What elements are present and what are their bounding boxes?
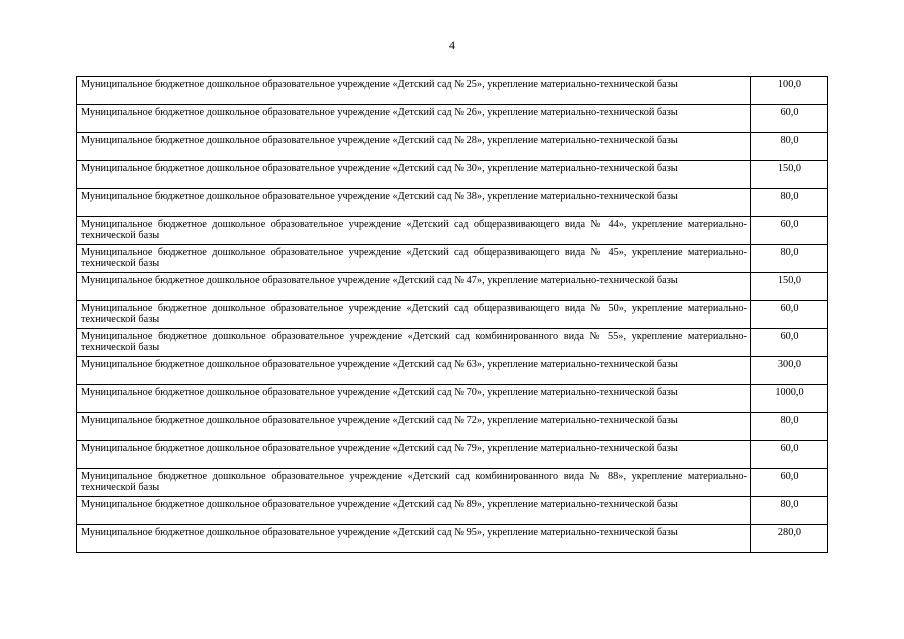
row-amount: 150,0 <box>751 273 828 301</box>
table-row <box>77 441 828 469</box>
budget-table <box>76 76 828 553</box>
row-description: Муниципальное бюджетное дошкольное образовательное учреждение «Детский сад № 26», укрепление материально-технической базы <box>77 105 751 133</box>
row-description: Муниципальное бюджетное дошкольное образовательное учреждение «Детский сад № 25», укрепление материально-технической базы <box>77 77 751 105</box>
row-description: Муниципальное бюджетное дошкольное образовательное учреждение «Детский сад № 30», укрепление материально-технической базы <box>77 161 751 189</box>
row-amount: 80,0 <box>751 497 828 525</box>
row-amount: 60,0 <box>751 217 828 245</box>
table-row <box>77 245 828 273</box>
row-description: Муниципальное бюджетное дошкольное образовательное учреждение «Детский сад общеразвивающего вида № 45», укрепление материально-технической базы <box>77 245 751 273</box>
row-amount: 280,0 <box>751 525 828 553</box>
row-description: Муниципальное бюджетное дошкольное образовательное учреждение «Детский сад комбинированного вида № 55», укрепление материально-технической базы <box>77 329 751 357</box>
row-description: Муниципальное бюджетное дошкольное образовательное учреждение «Детский сад общеразвивающего вида № 44», укрепление материально-технической базы <box>77 217 751 245</box>
table-row <box>77 217 828 245</box>
table-row <box>77 273 828 301</box>
table-row <box>77 525 828 553</box>
table-row <box>77 161 828 189</box>
row-description: Муниципальное бюджетное дошкольное образовательное учреждение «Детский сад № 38», укрепление материально-технической базы <box>77 189 751 217</box>
table-row <box>77 189 828 217</box>
row-amount: 80,0 <box>751 245 828 273</box>
row-amount: 100,0 <box>751 77 828 105</box>
row-description: Муниципальное бюджетное дошкольное образовательное учреждение «Детский сад № 70», укрепление материально-технической базы <box>77 385 751 413</box>
row-description: Муниципальное бюджетное дошкольное образовательное учреждение «Детский сад № 72», укрепление материально-технической базы <box>77 413 751 441</box>
table-row <box>77 385 828 413</box>
row-amount: 150,0 <box>751 161 828 189</box>
page-number: 4 <box>449 38 455 52</box>
row-description: Муниципальное бюджетное дошкольное образовательное учреждение «Детский сад № 47», укрепление материально-технической базы <box>77 273 751 301</box>
table-row <box>77 469 828 497</box>
row-description: Муниципальное бюджетное дошкольное образовательное учреждение «Детский сад № 28», укрепление материально-технической базы <box>77 133 751 161</box>
budget-table-body <box>77 77 828 553</box>
table-row <box>77 413 828 441</box>
row-description: Муниципальное бюджетное дошкольное образовательное учреждение «Детский сад № 95», укрепление материально-технической базы <box>77 525 751 553</box>
row-amount: 60,0 <box>751 301 828 329</box>
row-amount: 60,0 <box>751 329 828 357</box>
row-amount: 300,0 <box>751 357 828 385</box>
table-row <box>77 105 828 133</box>
row-amount: 1000,0 <box>751 385 828 413</box>
row-description: Муниципальное бюджетное дошкольное образовательное учреждение «Детский сад № 89», укрепление материально-технической базы <box>77 497 751 525</box>
row-description: Муниципальное бюджетное дошкольное образовательное учреждение «Детский сад № 79», укрепление материально-технической базы <box>77 441 751 469</box>
row-amount: 60,0 <box>751 469 828 497</box>
row-description: Муниципальное бюджетное дошкольное образовательное учреждение «Детский сад общеразвивающего вида № 50», укрепление материально-технической базы <box>77 301 751 329</box>
table-row <box>77 133 828 161</box>
row-amount: 60,0 <box>751 105 828 133</box>
row-amount: 60,0 <box>751 441 828 469</box>
row-amount: 80,0 <box>751 133 828 161</box>
table-row <box>77 357 828 385</box>
table-row <box>77 301 828 329</box>
table-row <box>77 497 828 525</box>
row-amount: 80,0 <box>751 189 828 217</box>
row-description: Муниципальное бюджетное дошкольное образовательное учреждение «Детский сад № 63», укрепление материально-технической базы <box>77 357 751 385</box>
row-amount: 80,0 <box>751 413 828 441</box>
table-row <box>77 329 828 357</box>
row-description: Муниципальное бюджетное дошкольное образовательное учреждение «Детский сад комбинированного вида № 88», укрепление материально-технической базы <box>77 469 751 497</box>
table-row <box>77 77 828 105</box>
